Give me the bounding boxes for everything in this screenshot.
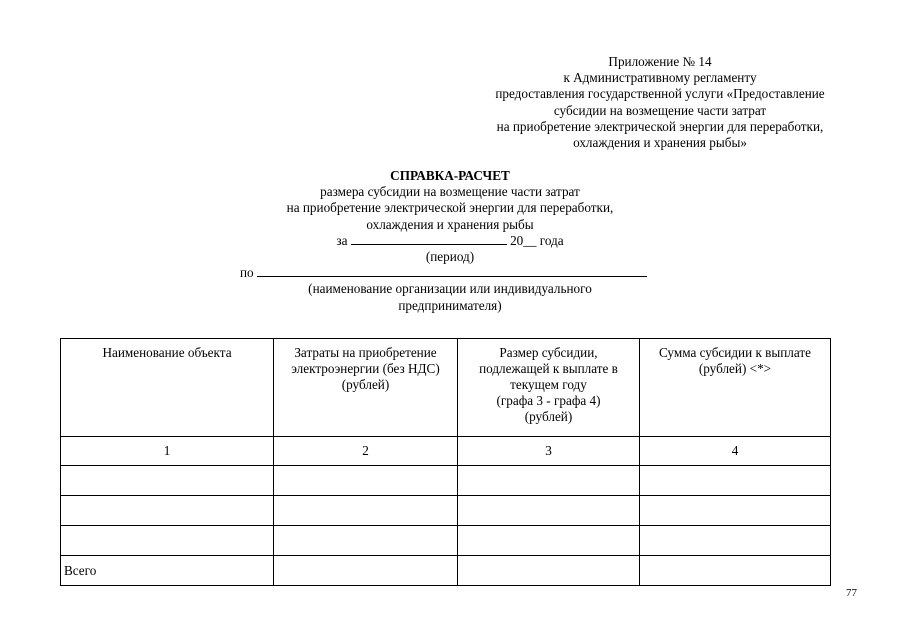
period-caption: (период): [425, 249, 475, 265]
empty-cell: [458, 556, 640, 586]
document-title: СПРАВКА-РАСЧЕТ: [390, 168, 510, 183]
column-number: 3: [458, 437, 640, 466]
appendix-line: к Административному регламенту: [563, 70, 757, 86]
organization-prefix: по: [240, 265, 254, 281]
organization-caption: предпринимателя): [398, 297, 502, 313]
empty-cell: [274, 496, 458, 526]
header-text: подлежащей к выплате в: [479, 361, 618, 376]
organization-caption: (наименование организации или индивидуального: [308, 281, 592, 297]
appendix-line: на приобретение электрической энергии для переработки,: [496, 118, 824, 134]
appendix-line: предоставления государственной услуги «Предоставление: [495, 86, 825, 102]
empty-cell: [61, 496, 274, 526]
header-text: Размер субсидии,: [499, 345, 598, 360]
table-row: [61, 526, 831, 556]
appendix-line: субсидии на возмещение части затрат: [553, 102, 767, 118]
empty-cell: [274, 556, 458, 586]
table-header-row: [61, 339, 831, 437]
period-line: [240, 233, 660, 249]
empty-cell: [640, 496, 831, 526]
header-text: (рублей): [524, 409, 573, 424]
empty-cell: [61, 526, 274, 556]
organization-line: [240, 265, 660, 281]
header-text: Наименование объекта: [102, 345, 232, 360]
total-label: Всего: [61, 556, 274, 586]
empty-cell: [640, 556, 831, 586]
subtitle-line: размера субсидии на возмещение части затрат: [320, 184, 580, 200]
header-text: текущем году: [510, 377, 587, 392]
header-text: (рублей) <*>: [698, 361, 772, 376]
table-row: [61, 496, 831, 526]
organization-blank: [257, 266, 647, 277]
page-number: 77: [846, 587, 857, 599]
table-row: [61, 466, 831, 496]
subsidy-calculation-table: [60, 338, 831, 586]
column-number: 4: [640, 437, 831, 466]
total-row: [61, 556, 831, 586]
column-number: 1: [61, 437, 274, 466]
empty-cell: [458, 466, 640, 496]
header-text: Сумма субсидии к выплате: [658, 345, 812, 360]
empty-cell: [274, 526, 458, 556]
appendix-note: [460, 54, 860, 151]
header-cell-payout-amount: [640, 339, 831, 437]
empty-cell: [274, 466, 458, 496]
column-number: 2: [274, 437, 458, 466]
appendix-line: охлаждения и хранения рыбы»: [573, 135, 747, 151]
period-blank: [351, 234, 507, 245]
empty-cell: [458, 496, 640, 526]
appendix-line: Приложение № 14: [608, 54, 712, 69]
period-prefix: за: [336, 232, 348, 248]
header-text: Затраты на приобретение: [294, 345, 437, 360]
document-heading: [240, 168, 660, 314]
column-number-row: [61, 437, 831, 466]
empty-cell: [640, 526, 831, 556]
header-text: электроэнергии (без НДС): [291, 361, 440, 376]
header-text: (графа 3 - графа 4): [496, 393, 601, 408]
subtitle-line: охлаждения и хранения рыбы: [366, 216, 534, 232]
period-year: 20__ года: [510, 232, 564, 248]
header-cell-costs: [274, 339, 458, 437]
subtitle-line: на приобретение электрической энергии для переработки,: [286, 200, 614, 216]
empty-cell: [640, 466, 831, 496]
header-cell-object-name: [61, 339, 274, 437]
header-cell-subsidy-size: [458, 339, 640, 437]
empty-cell: [458, 526, 640, 556]
header-text: (рублей): [341, 377, 390, 392]
empty-cell: [61, 466, 274, 496]
